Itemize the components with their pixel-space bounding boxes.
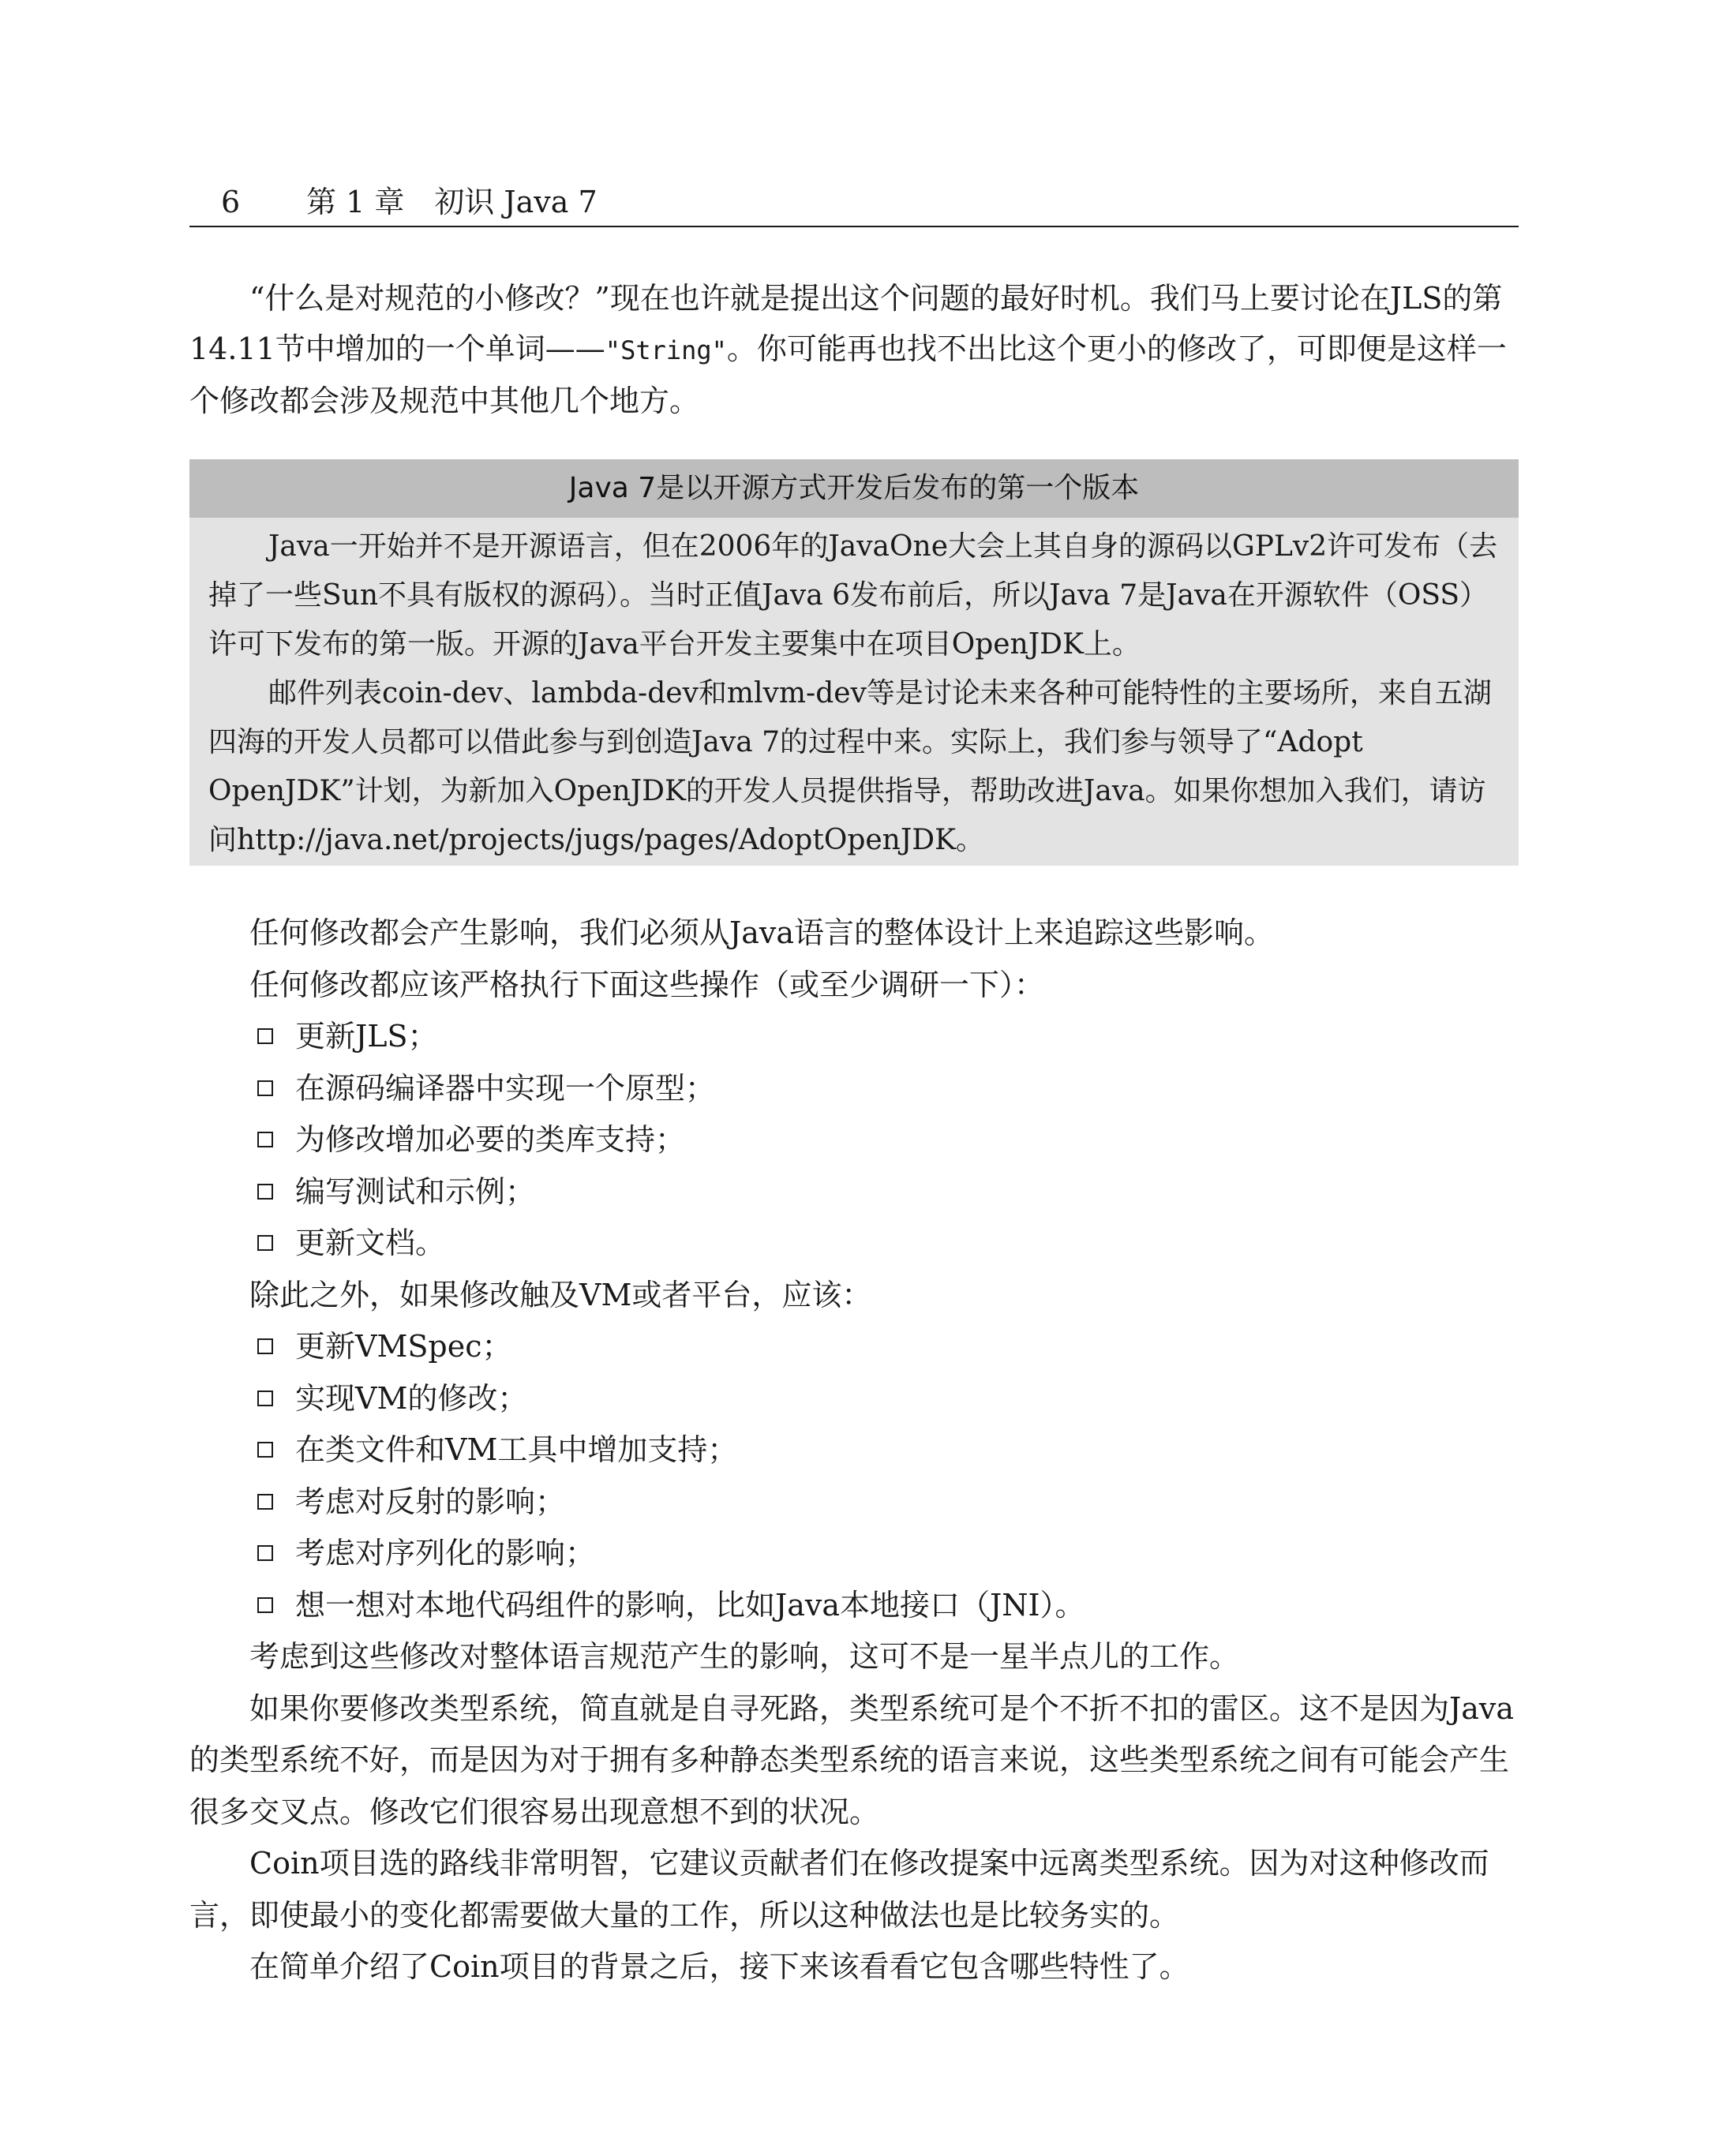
checkbox-bullet-icon [257, 1391, 273, 1406]
impact-paragraph: 任何修改都会产生影响，我们必须从Java语言的整体设计上来追踪这些影响。 [249, 915, 1275, 950]
checkbox-bullet-icon [257, 1132, 273, 1147]
chapter-title: 第 1 章 初识 Java 7 [306, 185, 598, 219]
type-system-paragraph: 如果你要修改类型系统，简直就是自寻死路，类型系统可是个不折不扣的雷区。这不是因为Java的类型系统不好，而是因为对于拥有多种静态类型系统的语言来说，这些类型系统之间有可能会产生很多交叉点。修改它们很容易出现意想不到的状况。 [189, 1690, 1515, 1829]
list-item-text: 考虑对反射的影响； [295, 1484, 566, 1519]
list-item-text: 为修改增加必要的类库支持； [295, 1122, 686, 1157]
intro-text-after-code: 。你可能再也找不出比这个更小的修改了，可即便是这样一个修改都会涉及规范中其他几个地方。 [189, 331, 1507, 418]
consider-paragraph: 考虑到这些修改对整体语言规范产生的影响，这可不是一星半点儿的工作。 [249, 1639, 1240, 1674]
checkbox-bullet-icon [257, 1338, 273, 1354]
sidebar-paragraph-2: 邮件列表coin-dev、lambda-dev和mlvm-dev等是讨论未来各种可能特性的主要场所，来自五湖四海的开发人员都可以借此参与到创造Java 7的过程中来。实际上，我们参与领导了“Adopt OpenJDK”计划，为新加入OpenJDK的开发人员提供指导，帮助改进Java。如果你想加入我们，请访问http://java.net/projects/jugs/pages/AdoptOpenJDK。 [208, 677, 1492, 856]
next-paragraph: 在简单介绍了Coin项目的背景之后，接下来该看看它包含哪些特性了。 [249, 1949, 1189, 1984]
book-page [189, 0, 1519, 2156]
checkbox-bullet-icon [257, 1184, 273, 1200]
list-item [189, 1580, 1519, 1632]
checkbox-bullet-icon [257, 1494, 273, 1510]
list-item-text: 更新JLS； [295, 1019, 438, 1054]
list-item [189, 1424, 1519, 1477]
main-body [189, 908, 1519, 1993]
sidebar-body [189, 518, 1519, 865]
sidebar-title: Java 7是以开源方式开发后发布的第一个版本 [189, 459, 1519, 518]
list-item [189, 1373, 1519, 1425]
list-item [189, 1011, 1519, 1063]
checkbox-bullet-icon [257, 1028, 273, 1044]
inline-code-string: "String" [605, 335, 727, 365]
list-item [189, 1321, 1519, 1373]
intro-text-before-code: “什么是对规范的小修改？”现在也许就是提出这个问题的最好时机。我们马上要讨论在JLS的第14.11节中增加的一个单词—— [189, 281, 1503, 366]
checkbox-bullet-icon [257, 1442, 273, 1458]
sidebar-paragraph-1: Java一开始并不是开源语言，但在2006年的JavaOne大会上其自身的源码以GPLv2许可发布（去掉了一些Sun不具有版权的源码）。当时正值Java 6发布前后，所以Java 7是Java在开源软件（OSS）许可下发布的第一版。开源的Java平台开发主要集中在项目OpenJDK上。 [208, 530, 1498, 661]
checkbox-bullet-icon [257, 1235, 273, 1251]
list-item [189, 1528, 1519, 1580]
vm-intro-paragraph: 除此之外，如果修改触及VM或者平台，应该： [249, 1277, 872, 1312]
ops-intro-paragraph: 任何修改都应该严格执行下面这些操作（或至少调研一下）： [249, 967, 1045, 1002]
list-item [189, 1114, 1519, 1166]
list-item-text: 实现VM的修改； [295, 1380, 528, 1416]
list-item-text: 更新VMSpec； [295, 1329, 512, 1364]
vm-list [189, 1321, 1519, 1631]
checkbox-bullet-icon [257, 1597, 273, 1613]
running-header [189, 180, 1519, 227]
checkbox-bullet-icon [257, 1545, 273, 1561]
list-item [189, 1218, 1519, 1270]
list-item-text: 考虑对序列化的影响； [295, 1536, 596, 1570]
list-item [189, 1477, 1519, 1529]
list-item-text: 在类文件和VM工具中增加支持； [295, 1432, 738, 1467]
checkbox-bullet-icon [257, 1080, 273, 1096]
intro-section [189, 273, 1519, 426]
sidebar-box [189, 459, 1519, 866]
list-item-text: 在源码编译器中实现一个原型； [295, 1070, 716, 1106]
list-item-text: 编写测试和示例； [295, 1173, 536, 1209]
intro-paragraph [189, 273, 1519, 426]
ops-list [189, 1011, 1519, 1270]
list-item [189, 1166, 1519, 1218]
list-item [189, 1063, 1519, 1115]
page-number: 6 [221, 185, 241, 219]
coin-paragraph: Coin项目选的路线非常明智，它建议贡献者们在修改提案中远离类型系统。因为对这种修改而言，即使最小的变化都需要做大量的工作，所以这种做法也是比较务实的。 [189, 1846, 1489, 1933]
list-item-text: 想一想对本地代码组件的影响，比如Java本地接口（JNI）。 [295, 1587, 1085, 1623]
list-item-text: 更新文档。 [295, 1226, 446, 1260]
